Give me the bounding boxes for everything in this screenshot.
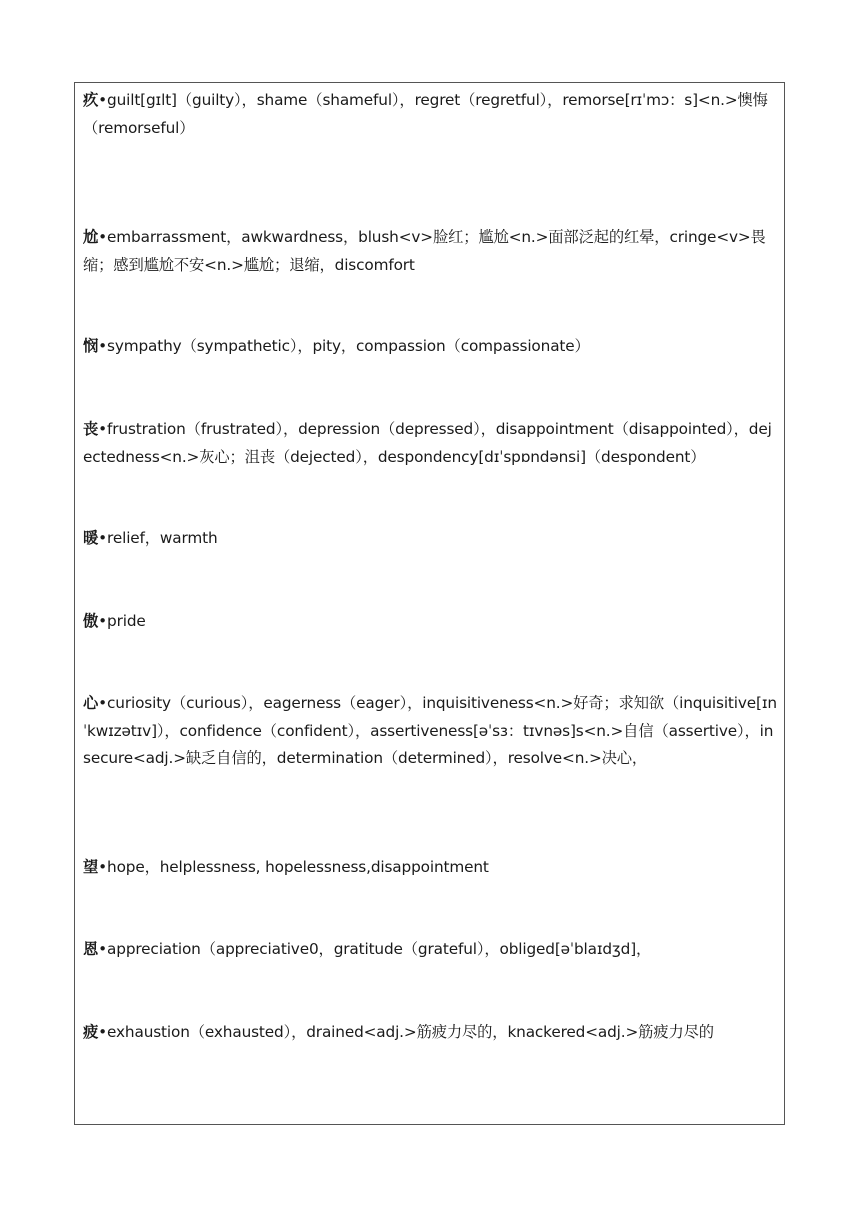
entry-heading: 恩 <box>83 940 99 958</box>
entry-sympathy <box>83 333 780 361</box>
entry-pride <box>83 608 780 636</box>
entry-text: •sympathy（sympathetic），pity，compassion（compassionate） <box>98 337 590 355</box>
entry-heading: 傲 <box>83 612 99 630</box>
entry-heading: 悯 <box>83 337 99 355</box>
entry-text: •pride <box>98 612 146 630</box>
entry-curiosity <box>83 690 780 773</box>
entry-appreciation <box>83 936 780 964</box>
entry-guilt <box>83 87 780 142</box>
entry-heading: 望 <box>83 858 99 876</box>
entry-text: •embarrassment，awkwardness，blush<v>脸红；尴尬<n.>面部泛起的红晕，cringe<v>畏缩；感到尴尬不安<n.>尴尬；退缩，discomfort <box>83 228 766 274</box>
entry-relief <box>83 525 780 553</box>
entry-heading: 疚 <box>83 91 99 109</box>
entry-text: •guilt[gɪlt]（guilty），shame（shameful），regret（regretful），remorse[rɪˈmɔ：s]<n.>懊悔（remorseful） <box>83 91 768 137</box>
entry-text: •relief，warmth <box>98 529 218 547</box>
entry-text: •curiosity（curious），eagerness（eager），inquisitiveness<n.>好奇；求知欲（inquisitive[ɪnˈkwɪzətɪv]），confidence（confident），assertiveness[əˈsɜ：tɪvnəs]s<n.>自信（assertive），insecure<adj.>缺乏自信的，determination（determined），resolve<n.>决心， <box>83 694 777 767</box>
entry-heading: 尬 <box>83 228 99 246</box>
entry-heading: 丧 <box>83 420 99 438</box>
entry-hope <box>83 854 780 882</box>
entry-exhaustion <box>83 1019 780 1047</box>
entry-heading: 心 <box>83 694 99 712</box>
entry-text: •hope，helplessness, hopelessness,disappointment <box>98 858 489 876</box>
entry-text: •exhaustion（exhausted），drained<adj.>筋疲力尽的，knackered<adj.>筋疲力尽的 <box>98 1023 714 1041</box>
entry-embarrassment <box>83 224 780 279</box>
entry-heading: 暖 <box>83 529 99 547</box>
entry-text: •appreciation（appreciative0，gratitude（grateful），obliged[əˈblaɪdʒd]， <box>98 940 652 958</box>
document-frame <box>74 82 785 1125</box>
entry-frustration <box>83 416 780 471</box>
entry-text: •frustration（frustrated），depression（depressed），disappointment（disappointed），dejectedness<n.>灰心；沮丧（dejected），despondency[dɪˈspɒndənsi]（despondent） <box>83 420 772 466</box>
entry-heading: 疲 <box>83 1023 99 1041</box>
